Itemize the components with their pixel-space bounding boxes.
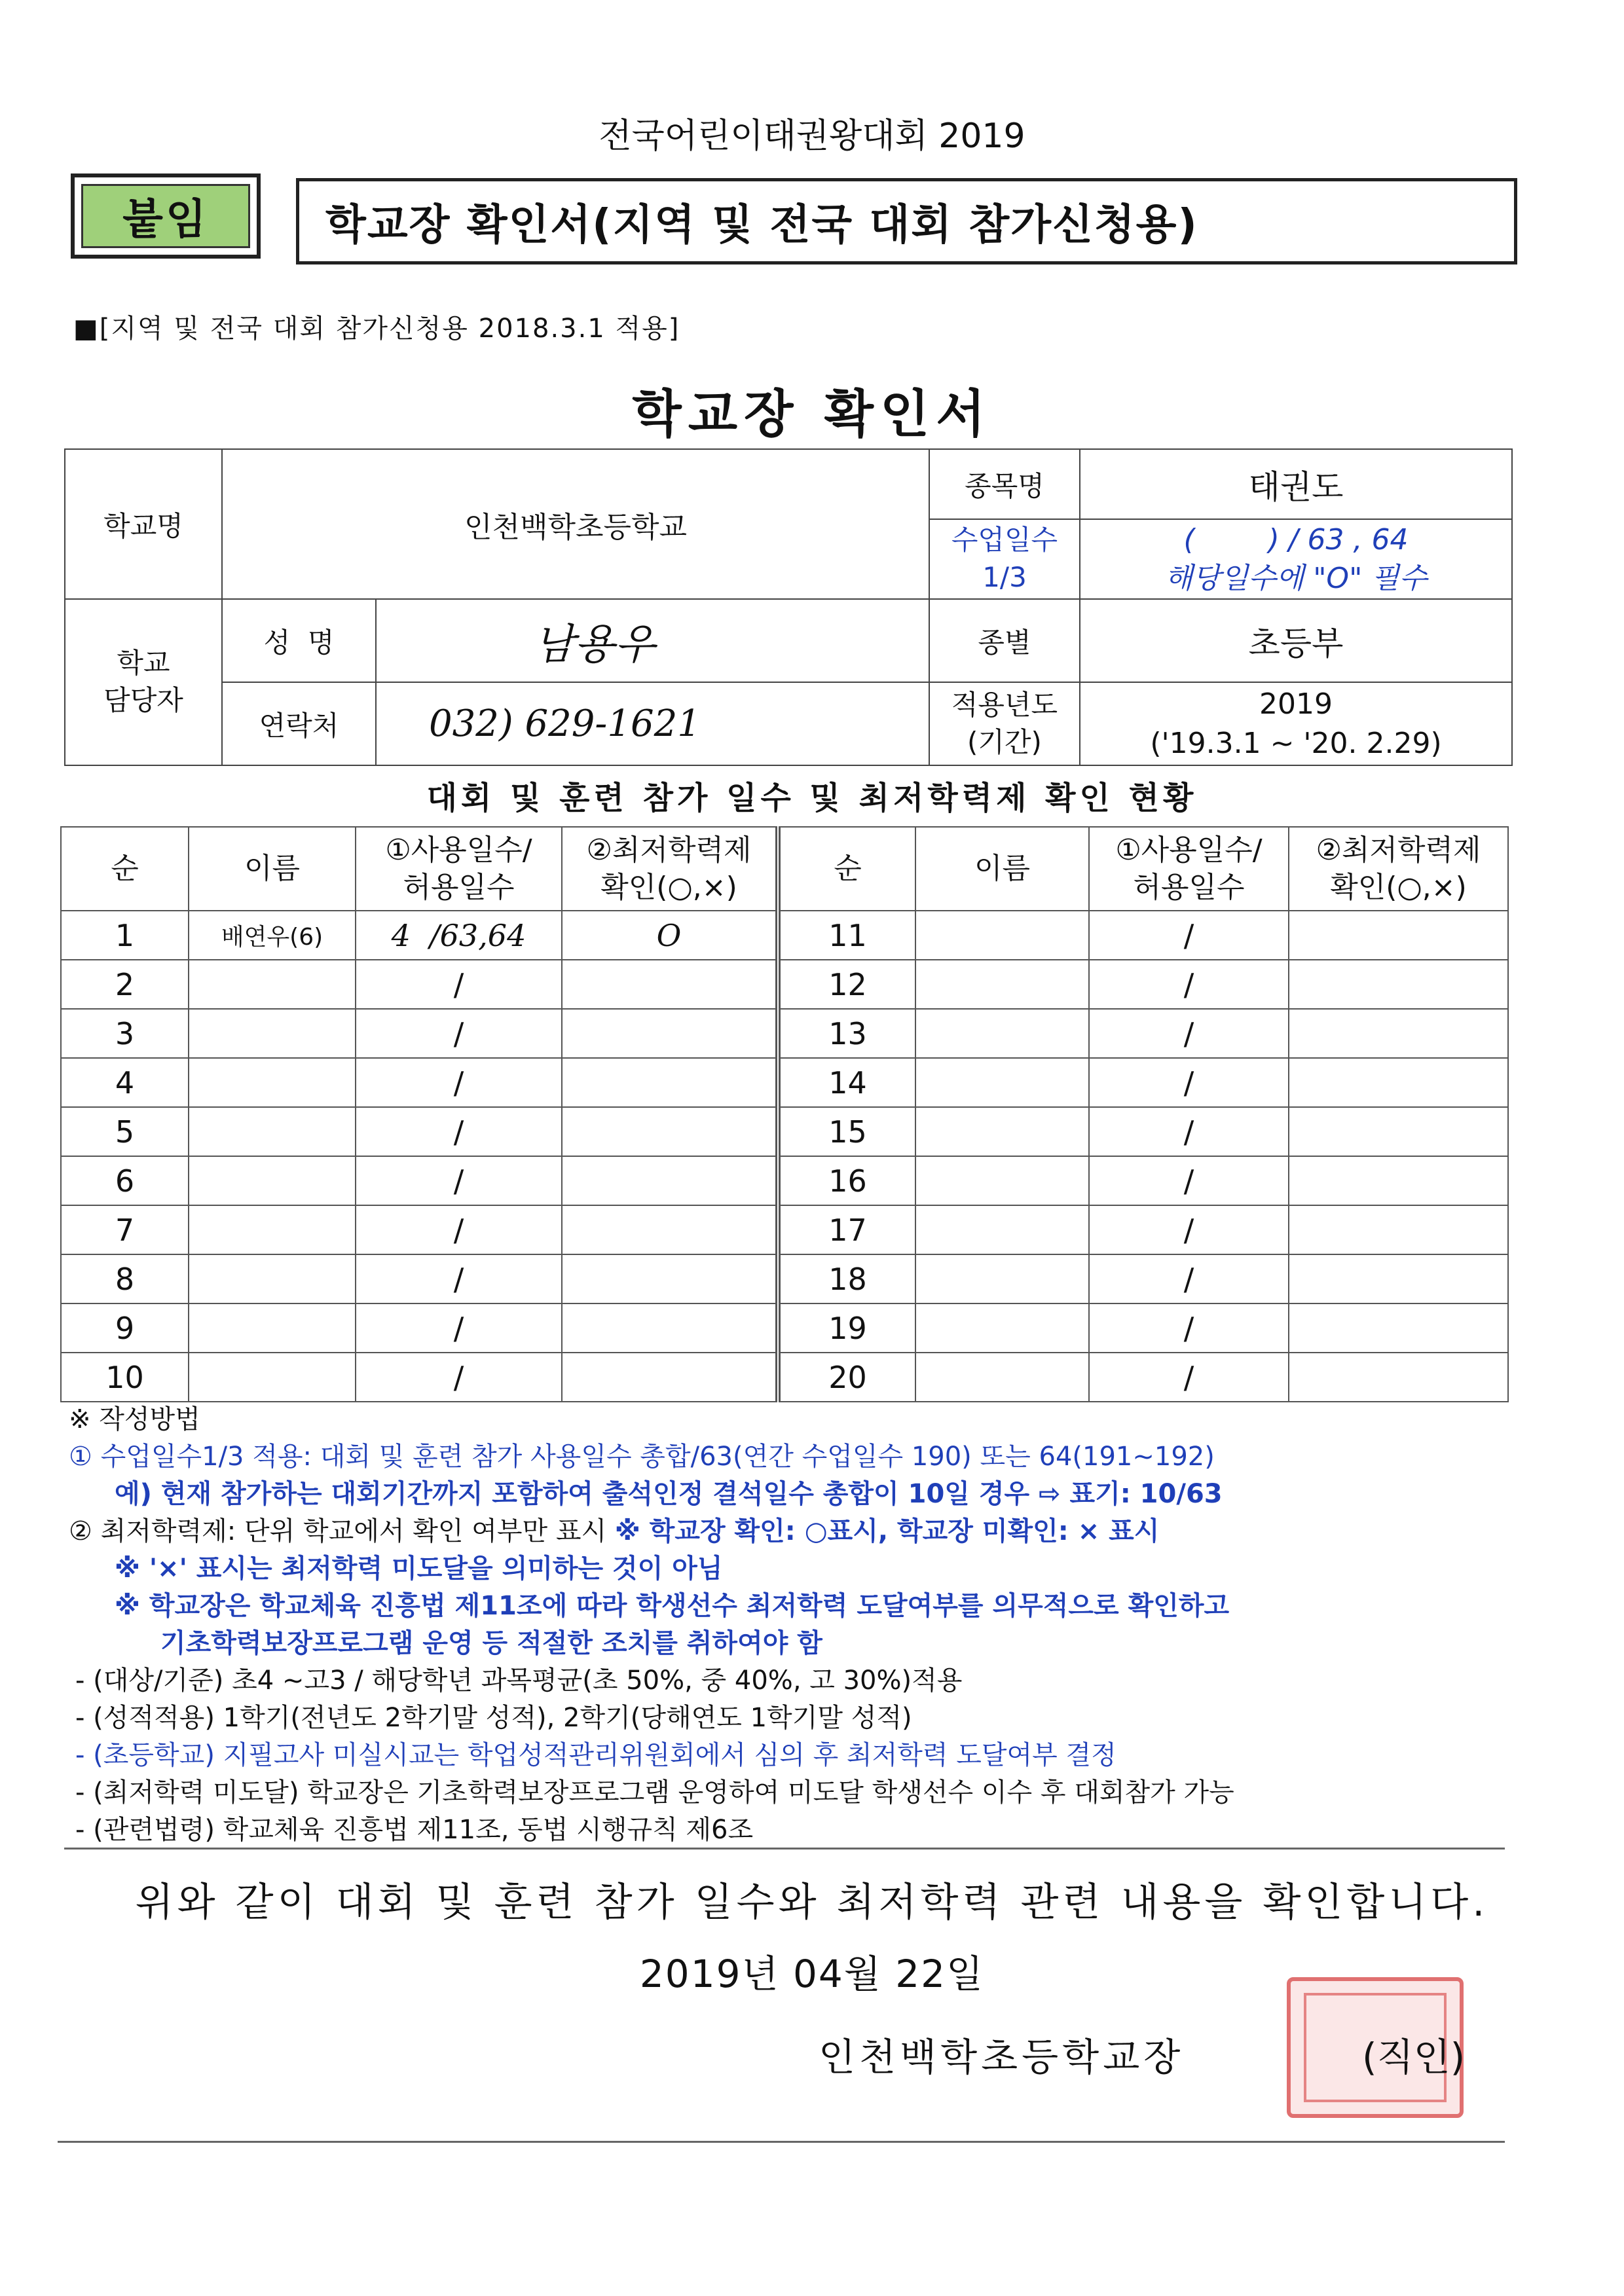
table-row: [61, 1107, 1508, 1156]
header-days-2: 허용일수: [403, 871, 515, 904]
row-name: [189, 1009, 356, 1058]
row-check: [1289, 1009, 1508, 1058]
row-no: 9: [61, 1303, 189, 1353]
row-name: [189, 1058, 356, 1107]
instruction-line: - (관련법령) 학교체육 진흥법 제11조, 동법 시행규칙 제6조: [75, 1815, 754, 1845]
header-days-right-2: 허용일수: [1133, 871, 1245, 904]
table-row: [61, 1058, 1508, 1107]
divider: [64, 1848, 1505, 1850]
header-no-right: 순: [778, 827, 915, 911]
instructions: [69, 1401, 1529, 1849]
header-days-1: ①사용일수/: [385, 833, 532, 867]
row-days: /: [356, 1107, 562, 1156]
row-no: 4: [61, 1058, 189, 1107]
row-check: [562, 1254, 778, 1303]
confirmation-text: 위와 같이 대회 및 훈련 참가 일수와 최저학력 관련 내용을 확인합니다.: [135, 1880, 1489, 1925]
row-no: 13: [778, 1009, 915, 1058]
year-value-1: 2019: [1259, 687, 1333, 721]
sport-label: 종목명: [929, 449, 1080, 519]
header-check-1: ②최저학력제: [586, 833, 752, 867]
row-no: 1: [61, 911, 189, 960]
row-check: [1289, 1107, 1508, 1156]
instruction-line: - (최저학력 미도달) 학교장은 기초학력보장프로그램 운영하여 미도달 학생선수 이수 후 대회참가 가능: [75, 1777, 1234, 1808]
attach-label: 붙임: [81, 184, 250, 248]
staff-name-label: 성 명: [222, 599, 376, 682]
table-header-row: [61, 827, 1508, 911]
row-check: [1289, 1254, 1508, 1303]
row-days: 4 /63,64: [356, 911, 562, 960]
row-check: [562, 1058, 778, 1107]
table-row: [61, 1009, 1508, 1058]
row-check: [1289, 1303, 1508, 1353]
instruction-line: - (대상/기준) 초4 ~고3 / 해당학년 과목평균(초 50%, 중 40%, 고 30%)적용: [75, 1666, 963, 1696]
row-check: [562, 1353, 778, 1402]
divider: [58, 2141, 1505, 2143]
row-no: 11: [778, 911, 915, 960]
year-label: [929, 682, 1080, 765]
school-name-value: 인천백학초등학교: [222, 449, 929, 599]
instruction-line: - (성적적용) 1학기(전년도 2학기말 성적), 2학기(당해연도 1학기말 성적): [75, 1703, 912, 1733]
row-check: [562, 1107, 778, 1156]
row-name: [915, 1009, 1089, 1058]
row-check: [562, 1156, 778, 1205]
row-no: 5: [61, 1107, 189, 1156]
instruction-highlight: ※ 학교장 확인: ○표시, 학교장 미확인: × 표시: [614, 1516, 1160, 1546]
row-check: [562, 1009, 778, 1058]
document-title-box: 학교장 확인서(지역 및 전국 대회 참가신청용): [296, 178, 1517, 264]
row-no: 6: [61, 1156, 189, 1205]
class-days-label-2: 1/3: [982, 561, 1027, 593]
row-name: [915, 1058, 1089, 1107]
row-days: /: [1089, 1156, 1289, 1205]
row-check: [1289, 960, 1508, 1009]
contact-value: 032) 629-1621: [376, 682, 929, 765]
row-name: [915, 1303, 1089, 1353]
participant-table: [60, 826, 1509, 1402]
row-days: /: [356, 1058, 562, 1107]
school-info-table: [64, 448, 1513, 766]
row-days: /: [1089, 1058, 1289, 1107]
table-row: [61, 1353, 1508, 1402]
row-name: [915, 1107, 1089, 1156]
row-days: /: [356, 960, 562, 1009]
row-days: /: [356, 1156, 562, 1205]
row-check: [1289, 1205, 1508, 1254]
header-no: 순: [61, 827, 189, 911]
row-days: /: [1089, 960, 1289, 1009]
row-no: 8: [61, 1254, 189, 1303]
header-check-right: [1289, 827, 1508, 911]
row-name: [915, 1156, 1089, 1205]
header-check-right-2: 확인(○,×): [1330, 871, 1467, 904]
row-no: 18: [778, 1254, 915, 1303]
table-row: [61, 1156, 1508, 1205]
header-days: [356, 827, 562, 911]
row-name: [189, 1156, 356, 1205]
main-title: 학교장 확인서: [632, 385, 992, 444]
section-title: 대회 및 훈련 참가 일수 및 최저학력제 확인 현황: [426, 780, 1198, 816]
sport-value: 태권도: [1080, 449, 1512, 519]
row-name: [915, 1353, 1089, 1402]
row-check: [562, 1205, 778, 1254]
instructions-title: ※ 작성방법: [69, 1404, 200, 1434]
year-value-2: ('19.3.1 ~ '20. 2.29): [1150, 726, 1442, 760]
row-no: 12: [778, 960, 915, 1009]
row-check: O: [562, 911, 778, 960]
row-days: /: [1089, 1205, 1289, 1254]
row-no: 20: [778, 1353, 915, 1402]
row-no: 19: [778, 1303, 915, 1353]
row-days: /: [1089, 911, 1289, 960]
class-days-value: [1080, 519, 1512, 599]
row-no: 15: [778, 1107, 915, 1156]
seal-label: (직인): [1362, 2035, 1466, 2079]
row-name: [189, 1107, 356, 1156]
row-days: /: [1089, 1254, 1289, 1303]
row-name: [189, 1303, 356, 1353]
row-days: /: [1089, 1303, 1289, 1353]
row-name: [915, 1254, 1089, 1303]
instruction-line: 기초학력보장프로그램 운영 등 적절한 조치를 취하여야 함: [160, 1628, 822, 1658]
instruction-line: - (초등학교) 지필고사 미실시교는 학업성적관리위원회에서 심의 후 최저학력 도달여부 결정: [75, 1740, 1116, 1770]
confirmation-date: 2019년 04월 22일: [639, 1952, 985, 1996]
category-value: 초등부: [1080, 599, 1512, 682]
row-name: [189, 960, 356, 1009]
row-days: /: [356, 1009, 562, 1058]
table-row: [61, 1303, 1508, 1353]
row-no: 17: [778, 1205, 915, 1254]
principal-name: 인천백학초등학교장: [819, 2035, 1185, 2079]
row-name: [915, 1205, 1089, 1254]
header-check-right-1: ②최저학력제: [1316, 833, 1481, 867]
header-days-right: [1089, 827, 1289, 911]
row-days: /: [356, 1254, 562, 1303]
table-row: [61, 1205, 1508, 1254]
row-days: /: [356, 1303, 562, 1353]
row-days: /: [356, 1205, 562, 1254]
header-name-right: 이름: [915, 827, 1089, 911]
staff-label: [65, 599, 222, 765]
row-days: /: [1089, 1107, 1289, 1156]
application-note: ■[지역 및 전국 대회 참가신청용 2018.3.1 적용]: [73, 314, 680, 344]
instruction-line: [69, 1513, 1529, 1550]
staff-label-2: 담당자: [103, 684, 183, 716]
header-name: 이름: [189, 827, 356, 911]
table-row: [61, 960, 1508, 1009]
year-label-2: (기간): [967, 725, 1042, 758]
row-name: [915, 960, 1089, 1009]
class-days-value-1: ( ) / 63 , 64: [1183, 522, 1409, 556]
row-check: [1289, 911, 1508, 960]
instruction-text: ② 최저학력제: 단위 학교에서 확인 여부만 표시: [69, 1516, 615, 1546]
row-no: 2: [61, 960, 189, 1009]
header-check-2: 확인(○,×): [600, 871, 737, 904]
row-name: [189, 1353, 356, 1402]
row-no: 7: [61, 1205, 189, 1254]
row-days: /: [1089, 1353, 1289, 1402]
row-days: /: [1089, 1009, 1289, 1058]
instruction-line: ※ 학교장은 학교체육 진흥법 제11조에 따라 학생선수 최저학력 도달여부를 의무적으로 확인하고: [115, 1591, 1230, 1621]
instruction-line: ※ '×' 표시는 최저학력 미도달을 의미하는 것이 아님: [115, 1554, 723, 1584]
category-label: 종별: [929, 599, 1080, 682]
header-days-right-1: ①사용일수/: [1115, 833, 1263, 867]
row-check: [1289, 1156, 1508, 1205]
row-name: 배연우(6): [189, 911, 356, 960]
row-name: [915, 911, 1089, 960]
row-name: [189, 1205, 356, 1254]
school-name-label: 학교명: [65, 449, 222, 599]
class-days-label: [929, 519, 1080, 599]
event-title: 전국어린이태권왕대회 2019: [599, 117, 1025, 156]
attach-badge: [71, 173, 261, 259]
instruction-line: 예) 현재 참가하는 대회기간까지 포함하여 출석인정 결석일수 총합이 10일 경우 ⇨ 표기: 10/63: [115, 1479, 1223, 1509]
row-check: [562, 1303, 778, 1353]
row-days: /: [356, 1353, 562, 1402]
row-no: 14: [778, 1058, 915, 1107]
staff-label-1: 학교: [117, 647, 170, 680]
year-value: [1080, 682, 1512, 765]
table-row: [61, 911, 1508, 960]
class-days-label-1: 수업일수: [951, 524, 1058, 556]
row-check: [1289, 1058, 1508, 1107]
class-days-value-2: 해당일수에 "O" 필수: [1164, 562, 1428, 595]
header-check: [562, 827, 778, 911]
table-row: [61, 1254, 1508, 1303]
row-check: [562, 960, 778, 1009]
row-no: 16: [778, 1156, 915, 1205]
row-check: [1289, 1353, 1508, 1402]
staff-name-value: 남용우: [376, 599, 929, 682]
year-label-1: 적용년도: [951, 688, 1058, 721]
row-name: [189, 1254, 356, 1303]
row-no: 3: [61, 1009, 189, 1058]
instruction-line: ① 수업일수1/3 적용: 대회 및 훈련 참가 사용일수 총합/63(연간 수업일수 190) 또는 64(191~192): [69, 1442, 1215, 1472]
contact-label: 연락처: [222, 682, 376, 765]
row-no: 10: [61, 1353, 189, 1402]
